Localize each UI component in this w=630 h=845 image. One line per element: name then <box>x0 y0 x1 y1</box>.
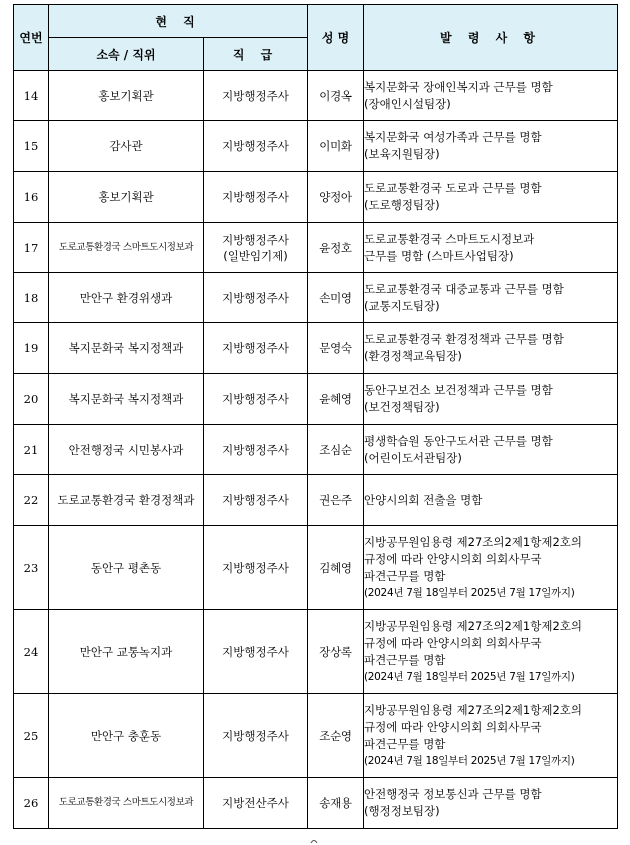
person-name: 문영숙 <box>308 323 364 374</box>
grade-cell <box>204 526 308 610</box>
header-grade: 직 급 <box>204 38 308 71</box>
order-line: (어린이도서관팀장) <box>364 450 462 465</box>
order-line: 평생학습원 동안구도서관 근무를 명함 <box>364 433 553 448</box>
grade-cell <box>204 778 308 829</box>
order-line: 규정에 따라 안양시의회 의회사무국 <box>364 551 542 566</box>
dept-title-cell: 동안구 평촌동 <box>49 526 204 610</box>
dept-title-cell: 만안구 충훈동 <box>49 694 204 778</box>
person-name: 송재용 <box>308 778 364 829</box>
grade-cell <box>204 610 308 694</box>
table-row <box>14 323 618 374</box>
page-mark-icon <box>310 838 318 844</box>
row-number: 24 <box>14 610 49 694</box>
table-row <box>14 425 618 475</box>
row-number: 18 <box>14 273 49 323</box>
order-line: 파견근무를 명함 <box>364 568 446 583</box>
order-line: 근무를 명함 (스마트사업팀장) <box>364 248 514 263</box>
grade-line: (일반임기제) <box>223 248 288 263</box>
person-name: 윤혜영 <box>308 374 364 425</box>
order-line: 복지문화국 장애인복지과 근무를 명함 <box>364 79 553 94</box>
table-row <box>14 223 618 273</box>
order-cell <box>364 121 618 172</box>
order-line: (도로행정팀장) <box>364 198 440 212</box>
grade-cell <box>204 694 308 778</box>
table-row <box>14 172 618 223</box>
order-cell <box>364 425 618 475</box>
grade-line: 지방행정주사 <box>222 392 289 406</box>
dispatch-period-note: (2024년 7월 18일부터 2025년 7월 17일까지) <box>364 586 575 599</box>
table-row <box>14 778 618 829</box>
order-line: 규정에 따라 안양시의회 의회사무국 <box>364 635 542 650</box>
order-line: (행정정보팀장) <box>364 804 440 818</box>
personnel-order-table <box>13 4 618 829</box>
dept-title-cell: 홍보기획관 <box>49 71 204 121</box>
order-cell <box>364 475 618 526</box>
row-number: 21 <box>14 425 49 475</box>
grade-cell <box>204 172 308 223</box>
row-number: 14 <box>14 71 49 121</box>
order-cell <box>364 374 618 425</box>
grade-cell <box>204 374 308 425</box>
grade-cell <box>204 121 308 172</box>
grade-cell <box>204 475 308 526</box>
table-body <box>14 71 618 829</box>
table-row <box>14 526 618 610</box>
grade-cell <box>204 273 308 323</box>
row-number: 22 <box>14 475 49 526</box>
dispatch-period-note: (2024년 7월 18일부터 2025년 7월 17일까지) <box>364 670 575 683</box>
row-number: 25 <box>14 694 49 778</box>
order-line: 지방공무원임용령 제27조의2제1항제2호의 <box>364 618 582 633</box>
order-line: 동안구보건소 보건정책과 근무를 명함 <box>364 383 553 397</box>
order-line: 안양시의회 전출을 명함 <box>364 492 483 507</box>
order-line: 파견근무를 명함 <box>364 652 446 667</box>
dept-title-cell: 도로교통환경국 환경정책과 <box>49 475 204 526</box>
person-name: 이미화 <box>308 121 364 172</box>
grade-line: 지방행정주사 <box>222 341 289 355</box>
grade-cell <box>204 323 308 374</box>
order-line: (보육지원팀장) <box>364 147 440 161</box>
order-line: 도로교통환경국 대중교통과 근무를 명함 <box>364 281 564 296</box>
dept-title-cell: 만안구 환경위생과 <box>49 273 204 323</box>
header-dept-title: 소속 / 직위 <box>49 38 204 71</box>
table-row <box>14 374 618 425</box>
order-cell <box>364 526 618 610</box>
grade-line: 지방행정주사 <box>222 232 289 247</box>
grade-cell <box>204 425 308 475</box>
grade-line: 지방행정주사 <box>222 290 289 305</box>
row-number: 20 <box>14 374 49 425</box>
dispatch-period-note: (2024년 7월 18일부터 2025년 7월 17일까지) <box>364 754 575 767</box>
grade-line: 지방행정주사 <box>222 728 289 743</box>
person-name: 손미영 <box>308 273 364 323</box>
row-number: 26 <box>14 778 49 829</box>
table-row <box>14 273 618 323</box>
order-cell <box>364 610 618 694</box>
order-line: 복지문화국 여성가족과 근무를 명함 <box>364 130 542 144</box>
header-order: 발 령 사 항 <box>364 5 618 71</box>
order-cell <box>364 71 618 121</box>
grade-line: 지방행정주사 <box>222 139 289 153</box>
order-line: (장애인시설팀장) <box>364 96 451 111</box>
grade-line: 지방행정주사 <box>222 644 289 659</box>
person-name: 김혜영 <box>308 526 364 610</box>
grade-line: 지방행정주사 <box>222 190 289 204</box>
person-name: 장상록 <box>308 610 364 694</box>
order-line: (환경정책교육팀장) <box>364 349 462 363</box>
table-row <box>14 71 618 121</box>
order-cell <box>364 223 618 273</box>
dept-title-cell: 도로교통환경국 스마트도시정보과 <box>49 223 204 273</box>
order-line: 지방공무원임용령 제27조의2제1항제2호의 <box>364 702 582 717</box>
grade-line: 지방행정주사 <box>222 88 289 103</box>
order-line: 지방공무원임용령 제27조의2제1항제2호의 <box>364 534 582 549</box>
header-no: 연번 <box>14 5 49 71</box>
table-row <box>14 121 618 172</box>
grade-line: 지방행정주사 <box>222 442 289 457</box>
person-name: 조심순 <box>308 425 364 475</box>
dept-title-cell: 안전행정국 시민봉사과 <box>49 425 204 475</box>
dept-title-cell: 도로교통환경국 스마트도시정보과 <box>49 778 204 829</box>
row-number: 23 <box>14 526 49 610</box>
order-cell <box>364 778 618 829</box>
order-line: 규정에 따라 안양시의회 의회사무국 <box>364 719 542 734</box>
grade-line: 지방행정주사 <box>222 560 289 575</box>
row-number: 15 <box>14 121 49 172</box>
order-cell <box>364 172 618 223</box>
person-name: 조순영 <box>308 694 364 778</box>
grade-cell <box>204 223 308 273</box>
row-number: 19 <box>14 323 49 374</box>
table-row <box>14 694 618 778</box>
order-line: 파견근무를 명함 <box>364 736 446 751</box>
person-name: 양정아 <box>308 172 364 223</box>
header-name: 성 명 <box>308 5 364 71</box>
row-number: 16 <box>14 172 49 223</box>
order-line: 도로교통환경국 스마트도시정보과 <box>364 231 535 246</box>
grade-line: 지방행정주사 <box>222 493 289 507</box>
dept-title-cell: 만안구 교통녹지과 <box>49 610 204 694</box>
order-line: 도로교통환경국 환경정책과 근무를 명함 <box>364 332 564 346</box>
person-name: 윤정호 <box>308 223 364 273</box>
order-line: (보건정책팀장) <box>364 400 440 414</box>
order-line: 도로교통환경국 도로과 근무를 명함 <box>364 181 542 195</box>
dept-title-cell: 감사관 <box>49 121 204 172</box>
table-row <box>14 610 618 694</box>
header-current-position: 현 직 <box>49 5 308 38</box>
row-number: 17 <box>14 223 49 273</box>
order-cell <box>364 273 618 323</box>
order-line: 안전행정국 정보통신과 근무를 명함 <box>364 787 542 801</box>
grade-cell <box>204 71 308 121</box>
order-line: (교통지도팀장) <box>364 298 440 313</box>
table-row <box>14 475 618 526</box>
dept-title-cell: 복지문화국 복지정책과 <box>49 374 204 425</box>
dept-title-cell: 복지문화국 복지정책과 <box>49 323 204 374</box>
person-name: 이경옥 <box>308 71 364 121</box>
person-name: 권은주 <box>308 475 364 526</box>
order-cell <box>364 694 618 778</box>
dept-title-cell: 홍보기획관 <box>49 172 204 223</box>
order-cell <box>364 323 618 374</box>
grade-line: 지방전산주사 <box>222 796 289 810</box>
